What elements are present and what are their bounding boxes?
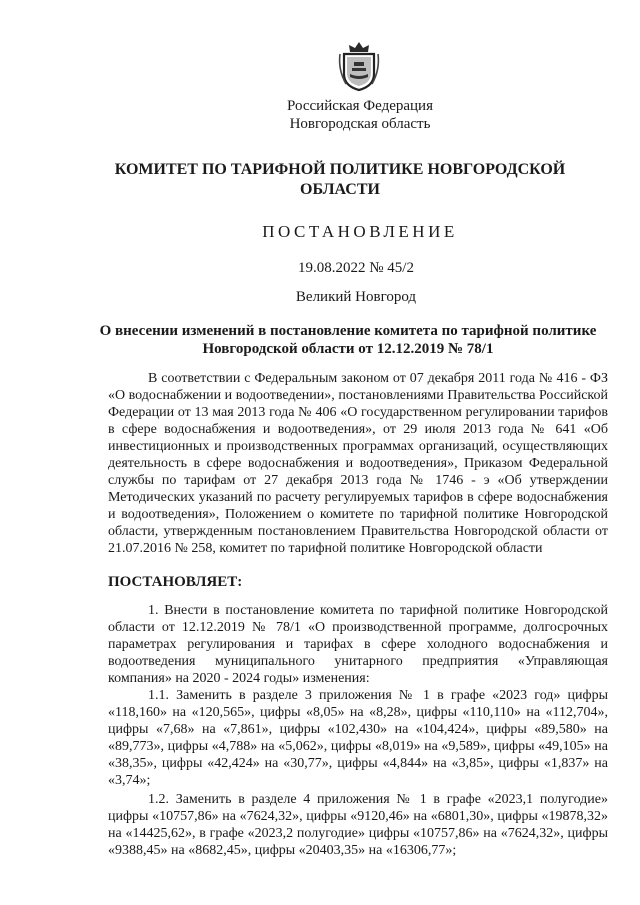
- country-name: Российская Федерация: [287, 98, 433, 114]
- region-name: Новгородская область: [289, 116, 431, 132]
- committee-title-line2: ОБЛАСТИ: [300, 181, 380, 198]
- intro-paragraph: В соответствии с Федеральным законом от 07 декабря 2011 года № 416 - ФЗ «О водоснабжении и водоотведении», постановлениями Правительства Российской Федерации от 13 мая 2013 года № 406 «О государственном регулировании тарифов в сфере водоснабжения и водоотведения», от 29 июля 2013 года № 641 «Об инвестиционных и производственных программах организаций, осуществляющих деятельность в сфере водоснабжения и водоотведения», Приказом Федеральной службы по тарифам от 27 декабря 2013 года № 1746 - э «Об утверждении Методических указаний по расчету регулируемых тарифов в сфере водоснабжения и водоотведения», Положением о комитете по тарифной политике Новгородской области, утвержденным постановлением Правительства Новгородской области от 21.07.2016 № 258, комитет по тарифной политике Новгородской области: [108, 371, 608, 556]
- subject-line2: Новгородской области от 12.12.2019 № 78/1: [202, 341, 494, 357]
- committee-title: [20, 160, 640, 200]
- coat-of-arms-emblem: [336, 40, 382, 92]
- resolves-heading: ПОСТАНОВЛЯЕТ:: [108, 574, 243, 590]
- document-subject: [28, 322, 640, 358]
- date-number: 19.08.2022 № 45/2: [298, 260, 414, 276]
- item-1-paragraph: 1. Внести в постановление комитета по тарифной политике Новгородской области от 12.12.2019 № 78/1 «О производственной программе, долгосрочных параметрах регулирования и тарифах в сфере холодного водоснабжения и водоотведения муниципального унитарного предприятия «Управляющая компания» на 2020 - 2024 годы» изменения:: [108, 603, 608, 686]
- document-type: ПОСТАНОВЛЕНИЕ: [262, 222, 458, 241]
- item-1-2-paragraph: 1.2. Заменить в разделе 4 приложения № 1 в графе «2023,1 полугодие» цифры «10757,86» на «7624,32», цифры «9120,46» на «6801,30», цифры «19878,32» на «14425,62», в графе «2023,2 полугодие» цифры «10757,86» на «7624,32», цифры «9388,45» на «8682,45», цифры «20403,35» на «16306,77»;: [108, 792, 608, 858]
- city-name: Великий Новгород: [295, 289, 417, 305]
- committee-title-line1: КОМИТЕТ ПО ТАРИФНОЙ ПОЛИТИКЕ НОВГОРОДСКОЙ: [114, 161, 566, 178]
- item-1-1-paragraph: 1.1. Заменить в разделе 3 приложения № 1 в графе «2023 год» цифры «118,160» на «120,565», цифры «8,05» на «8,28», цифры «110,110» на «112,704», цифры «7,68» на «7,861», цифры «102,430» на «104,424», цифры «89,580» на «89,773», цифры «4,788» на «5,062», цифры «8,019» на «9,589», цифры «49,105» на «38,35», цифры «42,424» на «30,77», цифры «4,844» на «3,85», цифры «1,837» на «3,74»;: [108, 688, 608, 788]
- subject-line1: О внесении изменений в постановление комитета по тарифной политике: [99, 323, 597, 339]
